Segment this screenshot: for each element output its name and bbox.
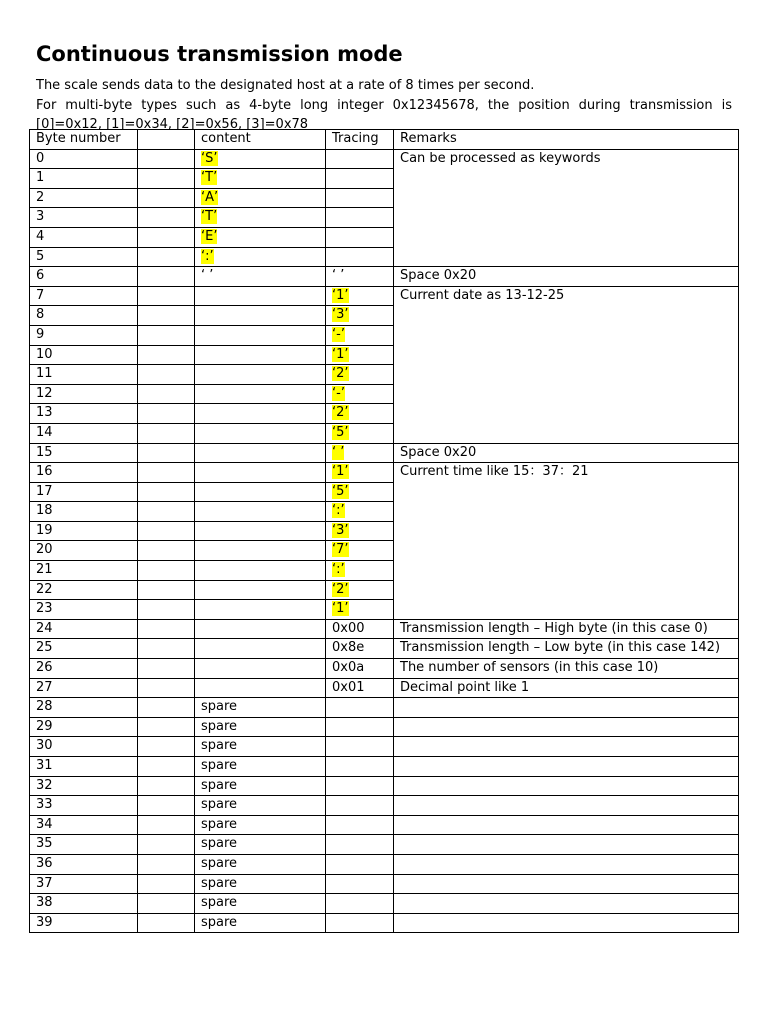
blank-cell	[138, 423, 195, 443]
tracing-cell	[326, 717, 394, 737]
content-cell	[195, 404, 326, 424]
tracing-cell	[326, 423, 394, 443]
byte-number-cell: 2	[30, 188, 138, 208]
document-page	[36, 36, 732, 135]
table-row	[30, 463, 739, 483]
content-cell	[195, 835, 326, 855]
content-value: spare	[201, 797, 238, 813]
blank-cell	[138, 717, 195, 737]
tracing-cell	[326, 894, 394, 914]
remarks-cell	[394, 776, 739, 796]
table-row	[30, 619, 739, 639]
content-value: spare	[201, 895, 238, 911]
byte-number-cell: 36	[30, 854, 138, 874]
byte-number-cell: 27	[30, 678, 138, 698]
content-value: ‘A’	[201, 189, 219, 205]
remarks-cell: Space 0x20	[394, 443, 739, 463]
byte-number-cell: 34	[30, 815, 138, 835]
tracing-cell	[326, 815, 394, 835]
page-title: Continuous transmission mode	[36, 42, 403, 66]
remarks-cell	[394, 913, 739, 933]
byte-number-cell: 10	[30, 345, 138, 365]
remarks-cell: Decimal point like 1	[394, 678, 739, 698]
byte-number-cell: 4	[30, 227, 138, 247]
table-row	[30, 149, 739, 169]
table-row	[30, 639, 739, 659]
tracing-value: ‘1’	[332, 346, 349, 362]
tracing-value: ‘1’	[332, 464, 349, 480]
blank-cell	[138, 561, 195, 581]
tracing-cell	[326, 267, 394, 287]
table-row	[30, 659, 739, 679]
header-content: content	[195, 130, 326, 150]
table-row	[30, 286, 739, 306]
content-cell	[195, 463, 326, 483]
content-cell	[195, 639, 326, 659]
tracing-cell	[326, 404, 394, 424]
byte-number-cell: 32	[30, 776, 138, 796]
byte-number-cell: 13	[30, 404, 138, 424]
tracing-cell	[326, 247, 394, 267]
remarks-cell	[394, 894, 739, 914]
blank-cell	[138, 659, 195, 679]
content-value: ‘ ’	[201, 268, 214, 284]
tracing-cell	[326, 561, 394, 581]
tracing-value: 0x00	[332, 620, 365, 636]
content-value: ‘S’	[201, 150, 218, 166]
content-cell	[195, 580, 326, 600]
tracing-cell	[326, 678, 394, 698]
tracing-value: ‘7’	[332, 542, 349, 558]
tracing-cell	[326, 443, 394, 463]
byte-number-cell: 28	[30, 698, 138, 718]
tracing-value: ‘3’	[332, 522, 349, 538]
tracing-value: ‘2’	[332, 405, 349, 421]
content-value: spare	[201, 777, 238, 793]
tracing-value: ‘2’	[332, 581, 349, 597]
content-cell	[195, 521, 326, 541]
byte-number-cell: 35	[30, 835, 138, 855]
blank-cell	[138, 894, 195, 914]
blank-cell	[138, 443, 195, 463]
blank-cell	[138, 815, 195, 835]
byte-number-cell: 14	[30, 423, 138, 443]
byte-number-cell: 0	[30, 149, 138, 169]
blank-cell	[138, 188, 195, 208]
content-cell	[195, 443, 326, 463]
blank-cell	[138, 169, 195, 189]
tracing-cell	[326, 639, 394, 659]
content-cell	[195, 208, 326, 228]
content-cell	[195, 659, 326, 679]
table-row	[30, 776, 739, 796]
tracing-cell	[326, 796, 394, 816]
tracing-value: ‘-’	[332, 385, 345, 401]
table-body	[30, 149, 739, 933]
blank-cell	[138, 365, 195, 385]
byte-number-cell: 6	[30, 267, 138, 287]
byte-number-cell: 21	[30, 561, 138, 581]
blank-cell	[138, 698, 195, 718]
byte-number-cell: 18	[30, 502, 138, 522]
content-value: spare	[201, 758, 238, 773]
table-row	[30, 796, 739, 816]
tracing-cell	[326, 854, 394, 874]
blank-cell	[138, 463, 195, 483]
content-cell	[195, 561, 326, 581]
tracing-value: 0x0a	[332, 660, 365, 676]
byte-number-cell: 19	[30, 521, 138, 541]
content-cell	[195, 854, 326, 874]
byte-number-cell: 23	[30, 600, 138, 620]
tracing-value: ‘:’	[332, 503, 345, 519]
blank-cell	[138, 306, 195, 326]
table-row	[30, 443, 739, 463]
remarks-cell: Can be processed as keywords	[394, 149, 739, 267]
remarks-cell	[394, 757, 739, 777]
content-cell	[195, 757, 326, 777]
blank-cell	[138, 619, 195, 639]
table-row	[30, 737, 739, 757]
tracing-cell	[326, 776, 394, 796]
byte-number-cell: 26	[30, 659, 138, 679]
tracing-value: ‘ ’	[332, 444, 345, 460]
byte-number-cell: 39	[30, 913, 138, 933]
content-cell	[195, 717, 326, 737]
content-cell	[195, 365, 326, 385]
tracing-value: ‘3’	[332, 307, 349, 323]
header-remarks: Remarks	[394, 130, 739, 150]
tracing-cell	[326, 365, 394, 385]
intro-paragraph-1: The scale sends data to the designated host at a rate of 8 times per second.	[36, 78, 535, 93]
table-row	[30, 874, 739, 894]
tracing-cell	[326, 227, 394, 247]
tracing-cell	[326, 463, 394, 483]
content-cell	[195, 815, 326, 835]
table-row	[30, 835, 739, 855]
byte-layout-table	[29, 129, 739, 933]
content-value: spare	[201, 816, 238, 832]
byte-number-cell: 22	[30, 580, 138, 600]
remarks-cell	[394, 815, 739, 835]
table-row	[30, 913, 739, 933]
tracing-value: 0x01	[332, 679, 365, 695]
remarks-cell	[394, 874, 739, 894]
blank-cell	[138, 482, 195, 502]
byte-number-cell: 38	[30, 894, 138, 914]
content-value: ‘T’	[201, 170, 218, 186]
byte-number-cell: 29	[30, 717, 138, 737]
table-header-row	[30, 130, 739, 150]
blank-cell	[138, 149, 195, 169]
content-value: spare	[201, 914, 238, 930]
table-row	[30, 815, 739, 835]
byte-number-cell: 30	[30, 737, 138, 757]
content-cell	[195, 913, 326, 933]
content-cell	[195, 384, 326, 404]
content-value: spare	[201, 699, 238, 715]
blank-cell	[138, 502, 195, 522]
content-cell	[195, 169, 326, 189]
content-cell	[195, 600, 326, 620]
header-tracing: Tracing	[326, 130, 394, 150]
tracing-cell	[326, 306, 394, 326]
tracing-value: 0x8e	[332, 640, 365, 656]
content-cell	[195, 325, 326, 345]
content-value: spare	[201, 738, 238, 754]
tracing-cell	[326, 580, 394, 600]
remarks-cell	[394, 854, 739, 874]
tracing-cell	[326, 521, 394, 541]
tracing-cell	[326, 345, 394, 365]
tracing-cell	[326, 737, 394, 757]
byte-number-cell: 16	[30, 463, 138, 483]
byte-number-cell: 7	[30, 286, 138, 306]
byte-number-cell: 31	[30, 757, 138, 777]
content-value: spare	[201, 875, 238, 891]
remarks-cell	[394, 796, 739, 816]
table-row	[30, 678, 739, 698]
content-cell	[195, 619, 326, 639]
blank-cell	[138, 384, 195, 404]
content-cell	[195, 698, 326, 718]
blank-cell	[138, 521, 195, 541]
blank-cell	[138, 737, 195, 757]
content-cell	[195, 227, 326, 247]
tracing-cell	[326, 384, 394, 404]
content-value: spare	[201, 855, 238, 871]
tracing-cell	[326, 835, 394, 855]
table-row	[30, 854, 739, 874]
remarks-cell: Space 0x20	[394, 267, 739, 287]
tracing-cell	[326, 502, 394, 522]
table-row	[30, 267, 739, 287]
blank-cell	[138, 854, 195, 874]
content-cell	[195, 678, 326, 698]
content-cell	[195, 796, 326, 816]
content-cell	[195, 423, 326, 443]
content-cell	[195, 874, 326, 894]
content-value: spare	[201, 718, 238, 734]
tracing-cell	[326, 325, 394, 345]
content-cell	[195, 541, 326, 561]
byte-number-cell: 11	[30, 365, 138, 385]
remarks-cell: Transmission length – Low byte (in this case 142)	[394, 639, 739, 659]
byte-number-cell: 1	[30, 169, 138, 189]
remarks-cell	[394, 835, 739, 855]
tracing-value: ‘1’	[332, 601, 349, 617]
table-row	[30, 757, 739, 777]
remarks-cell	[394, 737, 739, 757]
blank-cell	[138, 227, 195, 247]
tracing-cell	[326, 874, 394, 894]
content-cell	[195, 776, 326, 796]
remarks-cell	[394, 698, 739, 718]
blank-cell	[138, 286, 195, 306]
table-row	[30, 717, 739, 737]
byte-number-cell: 9	[30, 325, 138, 345]
remarks-cell: The number of sensors (in this case 10)	[394, 659, 739, 679]
blank-cell	[138, 600, 195, 620]
tracing-cell	[326, 188, 394, 208]
tracing-cell	[326, 619, 394, 639]
content-value: ‘E’	[201, 228, 218, 244]
content-value: spare	[201, 836, 238, 852]
tracing-cell	[326, 541, 394, 561]
blank-cell	[138, 208, 195, 228]
blank-cell	[138, 796, 195, 816]
content-cell	[195, 306, 326, 326]
table-row	[30, 698, 739, 718]
blank-cell	[138, 835, 195, 855]
content-cell	[195, 267, 326, 287]
byte-number-cell: 33	[30, 796, 138, 816]
blank-cell	[138, 267, 195, 287]
byte-number-cell: 37	[30, 874, 138, 894]
content-value: ‘:’	[201, 248, 214, 264]
content-cell	[195, 188, 326, 208]
content-cell	[195, 502, 326, 522]
blank-cell	[138, 913, 195, 933]
content-cell	[195, 345, 326, 365]
content-cell	[195, 894, 326, 914]
content-cell	[195, 482, 326, 502]
remarks-cell: Current date as 13-12-25	[394, 286, 739, 443]
byte-number-cell: 8	[30, 306, 138, 326]
remarks-cell: Current time like 15：37：21	[394, 463, 739, 620]
tracing-cell	[326, 698, 394, 718]
blank-cell	[138, 678, 195, 698]
content-value: ‘T’	[201, 209, 218, 225]
content-cell	[195, 149, 326, 169]
blank-cell	[138, 776, 195, 796]
byte-number-cell: 17	[30, 482, 138, 502]
blank-cell	[138, 325, 195, 345]
tracing-value: ‘:’	[332, 562, 345, 578]
table-row	[30, 894, 739, 914]
tracing-cell	[326, 149, 394, 169]
byte-number-cell: 3	[30, 208, 138, 228]
header-byte-number: Byte number	[30, 130, 138, 150]
tracing-cell	[326, 482, 394, 502]
byte-number-cell: 12	[30, 384, 138, 404]
blank-cell	[138, 757, 195, 777]
tracing-value: ‘2’	[332, 366, 349, 382]
tracing-value: ‘5’	[332, 483, 349, 499]
blank-cell	[138, 404, 195, 424]
blank-cell	[138, 541, 195, 561]
tracing-value: ‘1’	[332, 287, 349, 303]
blank-cell	[138, 247, 195, 267]
byte-number-cell: 5	[30, 247, 138, 267]
tracing-cell	[326, 208, 394, 228]
tracing-cell	[326, 169, 394, 189]
intro-paragraph-2: For multi-byte types such as 4-byte long integer 0x12345678, the position during transmission is [0]=0x12, [1]=0x34, [2]=0x56, [3]=0x78	[36, 97, 732, 132]
blank-cell	[138, 345, 195, 365]
tracing-cell	[326, 757, 394, 777]
blank-cell	[138, 639, 195, 659]
byte-number-cell: 20	[30, 541, 138, 561]
tracing-value: ‘5’	[332, 424, 349, 440]
content-cell	[195, 286, 326, 306]
byte-number-cell: 25	[30, 639, 138, 659]
blank-cell	[138, 874, 195, 894]
content-cell	[195, 247, 326, 267]
tracing-cell	[326, 286, 394, 306]
byte-number-cell: 24	[30, 619, 138, 639]
tracing-cell	[326, 913, 394, 933]
tracing-value: ‘-’	[332, 326, 345, 342]
remarks-cell	[394, 717, 739, 737]
tracing-cell	[326, 600, 394, 620]
tracing-cell	[326, 659, 394, 679]
tracing-value: ‘ ’	[332, 268, 345, 284]
remarks-cell: Transmission length – High byte (in this case 0)	[394, 619, 739, 639]
byte-number-cell: 15	[30, 443, 138, 463]
blank-cell	[138, 580, 195, 600]
header-blank	[138, 130, 195, 150]
content-cell	[195, 737, 326, 757]
